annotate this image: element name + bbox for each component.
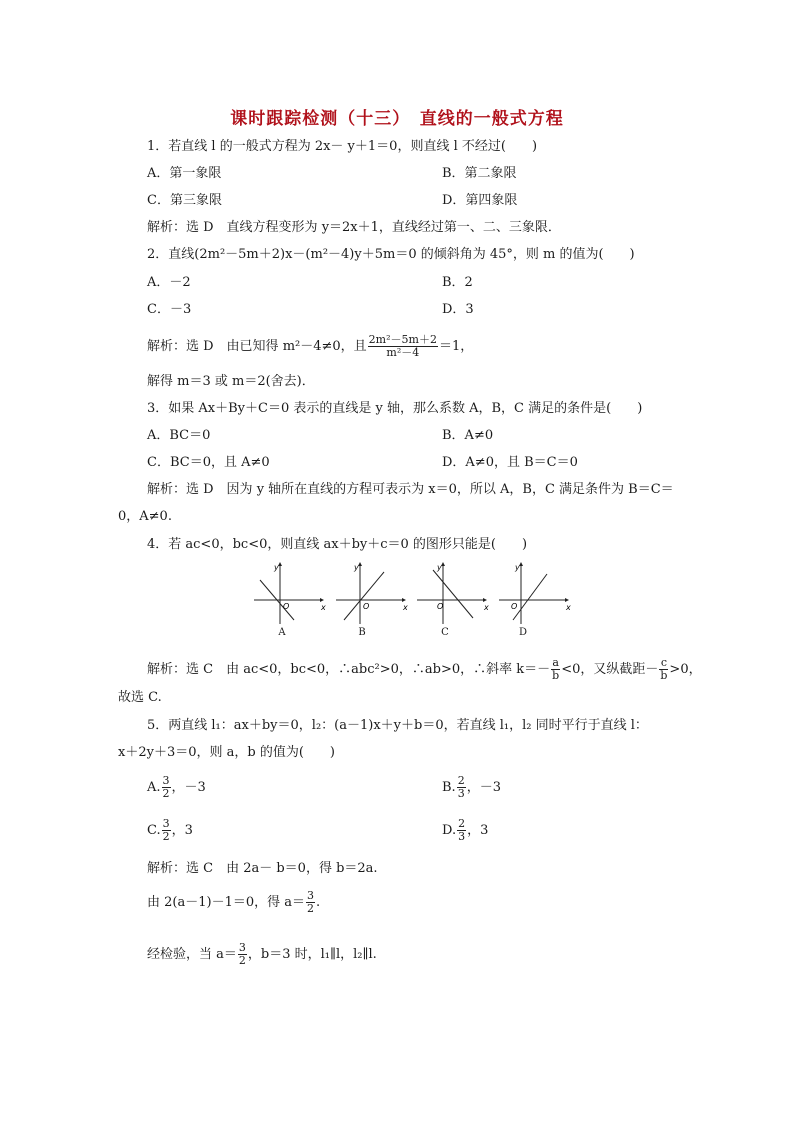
fraction-numerator: a bbox=[552, 656, 559, 669]
analysis-text: ，b＝3 时，l₁∥l，l₂∥l. bbox=[247, 947, 377, 962]
figure-c bbox=[413, 560, 488, 638]
fraction-denominator: b bbox=[552, 669, 560, 682]
fraction-denominator: 2 bbox=[238, 954, 246, 967]
question-4-fraction-1 bbox=[551, 657, 560, 682]
fraction-numerator: 3 bbox=[307, 889, 314, 902]
analysis-fraction bbox=[306, 890, 315, 915]
fraction-numerator: 3 bbox=[162, 817, 170, 830]
question-1-option-c: C．第三象限 bbox=[147, 193, 222, 208]
option-fraction bbox=[162, 775, 171, 800]
y-axis-label: y bbox=[437, 563, 442, 572]
fraction-denominator: m²－4 bbox=[386, 346, 420, 359]
question-5-analysis-1: 解析：选 C 由 2a－ b＝0，得 b＝2a. bbox=[147, 861, 378, 876]
origin-label: O bbox=[437, 602, 444, 611]
question-1-analysis: 解析：选 D 直线方程变形为 y＝2x＋1，直线经过第一、二、三象限． bbox=[147, 220, 561, 235]
x-axis-label: x bbox=[321, 603, 326, 612]
fraction-numerator: 3 bbox=[162, 774, 170, 787]
analysis-fraction bbox=[238, 942, 247, 967]
y-axis-label: y bbox=[354, 563, 359, 572]
question-2-analysis bbox=[147, 334, 473, 359]
fraction-numerator: 2 bbox=[457, 774, 465, 787]
figure-d-graph bbox=[495, 560, 570, 626]
option-suffix: ，－3 bbox=[466, 780, 501, 795]
figure-a-label: A bbox=[278, 627, 286, 638]
x-axis-label: x bbox=[566, 603, 571, 612]
origin-label: O bbox=[283, 602, 290, 611]
question-3-option-c: C．BC＝0，且 A≠0 bbox=[147, 455, 270, 470]
figure-d bbox=[495, 560, 570, 638]
question-1-option-b: B．第二象限 bbox=[442, 166, 517, 181]
question-2-fraction bbox=[368, 334, 438, 359]
y-axis-label: y bbox=[515, 563, 520, 572]
x-axis-label: x bbox=[403, 603, 408, 612]
fraction-denominator: 2 bbox=[307, 902, 314, 915]
option-prefix: C. bbox=[147, 823, 161, 838]
question-2-option-b: B．2 bbox=[442, 275, 473, 290]
figure-b-graph bbox=[332, 560, 407, 626]
fraction-numerator: c bbox=[660, 656, 667, 669]
analysis-text: 由 2(a－1)－1＝0，得 a＝ bbox=[147, 895, 305, 910]
figure-a-graph bbox=[250, 560, 325, 626]
question-5-option-c bbox=[147, 818, 193, 843]
question-5-option-a bbox=[147, 775, 206, 800]
question-4-fraction-2 bbox=[659, 657, 668, 682]
question-4-analysis bbox=[147, 657, 702, 682]
question-3-analysis-2: 0，A≠0. bbox=[118, 509, 172, 524]
fraction-denominator: 2 bbox=[162, 830, 170, 843]
question-5-analysis-2 bbox=[147, 890, 320, 915]
figure-d-label: D bbox=[518, 627, 528, 638]
question-3-option-b: B．A≠0 bbox=[442, 428, 494, 443]
question-4-analysis-2: 故选 C. bbox=[118, 690, 162, 705]
fraction-denominator: 3 bbox=[457, 787, 465, 800]
option-prefix: A. bbox=[147, 780, 161, 795]
fraction-denominator: b bbox=[660, 669, 668, 682]
option-prefix: B. bbox=[442, 780, 456, 795]
question-3-option-a: A．BC＝0 bbox=[147, 428, 211, 443]
question-1-option-a: A．第一象限 bbox=[147, 166, 222, 181]
figure-b-label: B bbox=[358, 627, 366, 638]
option-suffix: ，3 bbox=[171, 823, 193, 838]
question-3-option-d: D．A≠0，且 B＝C＝0 bbox=[442, 455, 578, 470]
question-4-analysis-mid: <0，又纵截距－ bbox=[561, 662, 659, 677]
question-2-analysis-2: 解得 m＝3 或 m＝2(舍去)． bbox=[147, 374, 315, 389]
question-2-stem: 2．直线(2m²－5m＋2)x－(m²－4)y＋5m＝0 的倾斜角为 45°，则 m 的值为( ) bbox=[147, 247, 635, 262]
question-3-analysis-1: 解析：选 D 因为 y 轴所在直线的方程可表示为 x＝0，所以 A，B，C 满足条件为 B＝C＝ bbox=[147, 482, 674, 497]
question-4-analysis-post: >0， bbox=[669, 662, 702, 677]
question-4-analysis-pre: 解析：选 C 由 ac<0，bc<0，∴abc²>0，∴ab>0，∴斜率 k＝－ bbox=[147, 662, 551, 677]
figure-c-graph bbox=[413, 560, 488, 626]
question-5-option-d bbox=[442, 818, 488, 843]
question-1-stem: 1．若直线 l 的一般式方程为 2x－ y＋1＝0，则直线 l 不经过( ) bbox=[147, 139, 538, 154]
question-4-stem: 4．若 ac<0，bc<0，则直线 ax＋by＋c＝0 的图形只能是( ) bbox=[147, 537, 528, 552]
option-fraction bbox=[457, 818, 466, 843]
fraction-numerator: 2 bbox=[458, 817, 466, 830]
question-2-analysis-post: ＝1， bbox=[438, 339, 474, 354]
figure-a bbox=[250, 560, 325, 638]
fraction-numerator: 3 bbox=[238, 941, 246, 954]
option-suffix: ，3 bbox=[467, 823, 489, 838]
question-5-analysis-3 bbox=[147, 942, 377, 967]
question-1-option-d: D．第四象限 bbox=[442, 193, 518, 208]
option-fraction bbox=[457, 775, 466, 800]
fraction-denominator: 2 bbox=[162, 787, 170, 800]
option-fraction bbox=[162, 818, 171, 843]
figure-b bbox=[332, 560, 407, 638]
option-suffix: ，－3 bbox=[171, 780, 206, 795]
option-prefix: D. bbox=[442, 823, 457, 838]
question-2-option-d: D．3 bbox=[442, 302, 474, 317]
question-2-analysis-pre: 解析：选 D 由已知得 m²－4≠0，且 bbox=[147, 339, 367, 354]
question-4-figures bbox=[250, 560, 570, 638]
analysis-text: . bbox=[316, 895, 321, 910]
question-5-stem-1: 5．两直线 l₁：ax＋by＝0，l₂：(a－1)x＋y＋b＝0，若直线 l₁，l₂ 同时平行于直线 l： bbox=[147, 718, 648, 733]
question-2-option-c: C．－3 bbox=[147, 302, 192, 317]
question-2-option-a: A．－2 bbox=[147, 275, 191, 290]
origin-label: O bbox=[363, 602, 370, 611]
analysis-text: 经检验，当 a＝ bbox=[147, 947, 237, 962]
question-5-stem-2: x＋2y＋3＝0，则 a，b 的值为( ) bbox=[118, 745, 335, 760]
x-axis-label: x bbox=[484, 603, 489, 612]
page-title: 课时跟踪检测（十三） 直线的一般式方程 bbox=[230, 109, 564, 129]
fraction-numerator: 2m²－5m＋2 bbox=[368, 333, 437, 346]
question-5-option-b bbox=[442, 775, 501, 800]
figure-c-label: C bbox=[441, 627, 449, 638]
question-3-stem: 3．如果 Ax＋By＋C＝0 表示的直线是 y 轴，那么系数 A，B，C 满足的条件是( ) bbox=[147, 401, 643, 416]
origin-label: O bbox=[511, 602, 518, 611]
y-axis-label: y bbox=[274, 563, 279, 572]
fraction-denominator: 3 bbox=[458, 830, 466, 843]
